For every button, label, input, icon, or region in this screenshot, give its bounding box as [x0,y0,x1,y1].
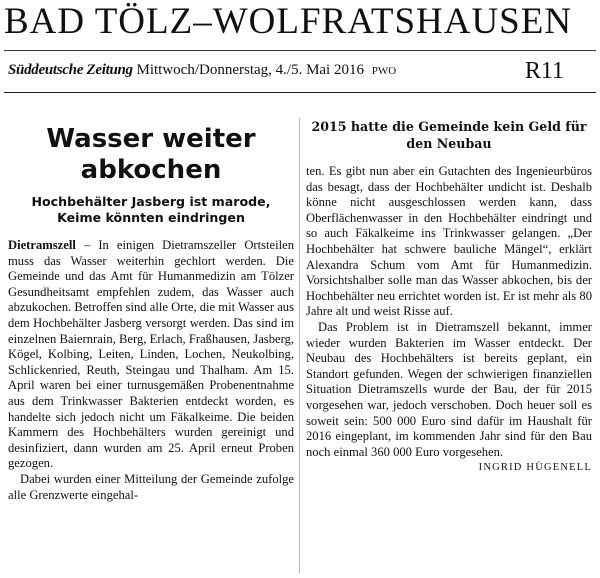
body-paragraph-3: ten. Es gibt nun aber ein Gutachten des Ingenieurbüros das besagt, dass der Hochbehälter undicht ist. Deshalb könne nicht ausgeschlossen werden kann, dass Oberflächenwasser in den Hochbehälter eindringt und so auch Fäkalkeime ins Trinkwasser gelangen. „Der Hochbehälter hat schwere bauliche Mängel“, erklärt Alexandra Schum vom Amt für Humanmedizin. Vorsichtshalber solle man das Wasser abkochen, bis der Hochbehälter neu errichtet worden ist. Er ist mehr als 80 Jahre alt und weist Risse auf. [306,164,592,319]
right-column [306,118,592,476]
dateline: Dietramszell [8,238,76,252]
article-subhead: Hochbehälter Jasberg ist marode, Keime könnten eindringen [31,194,271,225]
info-line [8,58,592,86]
paragraph-4-text: Das Problem ist in Dietramszell bekannt, immer wieder wurden Bakterien im Wasser entdeckt. Der Neubau des Hochbehälters ist bereits geplant, ein Standort gefunden. Wegen der schwierigen finanziellen Situation Dietramszells wurde der Bau, der für 2015 vorgesehen war, jedoch verschoben. Doch heuer soll es soweit sein: 500 000 Euro sind dafür im Haushalt für 2016 eingeplant, im kommenden Jahr sind für den Bau noch einmal 360 000 Euro vorgesehen. [306,319,592,459]
author-byline: INGRID HÜGENELL [478,462,592,474]
paragraph-1-text: – In einigen Dietramszeller Ortsteilen muss das Wasser weiterhin gechlort werden. Die Gemeinde und das Amt für Humanmedizin am Tölzer Gesundheitsamt empfehlen zudem, das Wasser auch abzukochen. Betroffen sind alle Orte, die mit Wasser aus dem Hochbehälter Jasberg versorgt werden. Das sind im einzelnen Baiernrain, Berg, Erlach, Fraßhausen, Jasberg, Kögel, Kolbing, Leiten, Linden, Lochen, Neukolbing, Schlickenried, Reuth, Steingau und Thalham. Am 15. April waren bei einer turnusgemäßen Probenentnahme aus dem Trinkwasser Bakterien entdeckt worden, es handelte sich jedoch nicht um Fäkalkeime. Die beiden Kammern des Hochbehälters wurden gereinigt und desinfiziert, dann wurden am 25. April erneut Proben gezogen. [8,238,294,471]
column-divider [299,118,300,574]
body-paragraph-1 [8,238,294,472]
page-number: R11 [524,58,564,84]
info-rule [4,92,596,93]
body-paragraph-4 [306,319,592,474]
left-column [8,118,294,503]
body-paragraph-2: Dabei wurden einer Mitteilung der Gemeinde zufolge alle Grenzwerte eingehal- [8,471,294,502]
edition-code: PWO [371,65,397,77]
masthead-title: BAD TÖLZ–WOLFRATSHAUSEN [4,1,573,42]
masthead-rule [4,50,596,51]
newspaper-name: Süddeutsche Zeitung [8,62,133,78]
article-headline: Wasser weiter abkochen [46,124,256,185]
issue-date: Mittwoch/Donnerstag, 4./5. Mai 2016 [136,62,364,78]
section-heading: 2015 hatte die Gemeinde kein Geld für den Neubau [311,119,587,151]
